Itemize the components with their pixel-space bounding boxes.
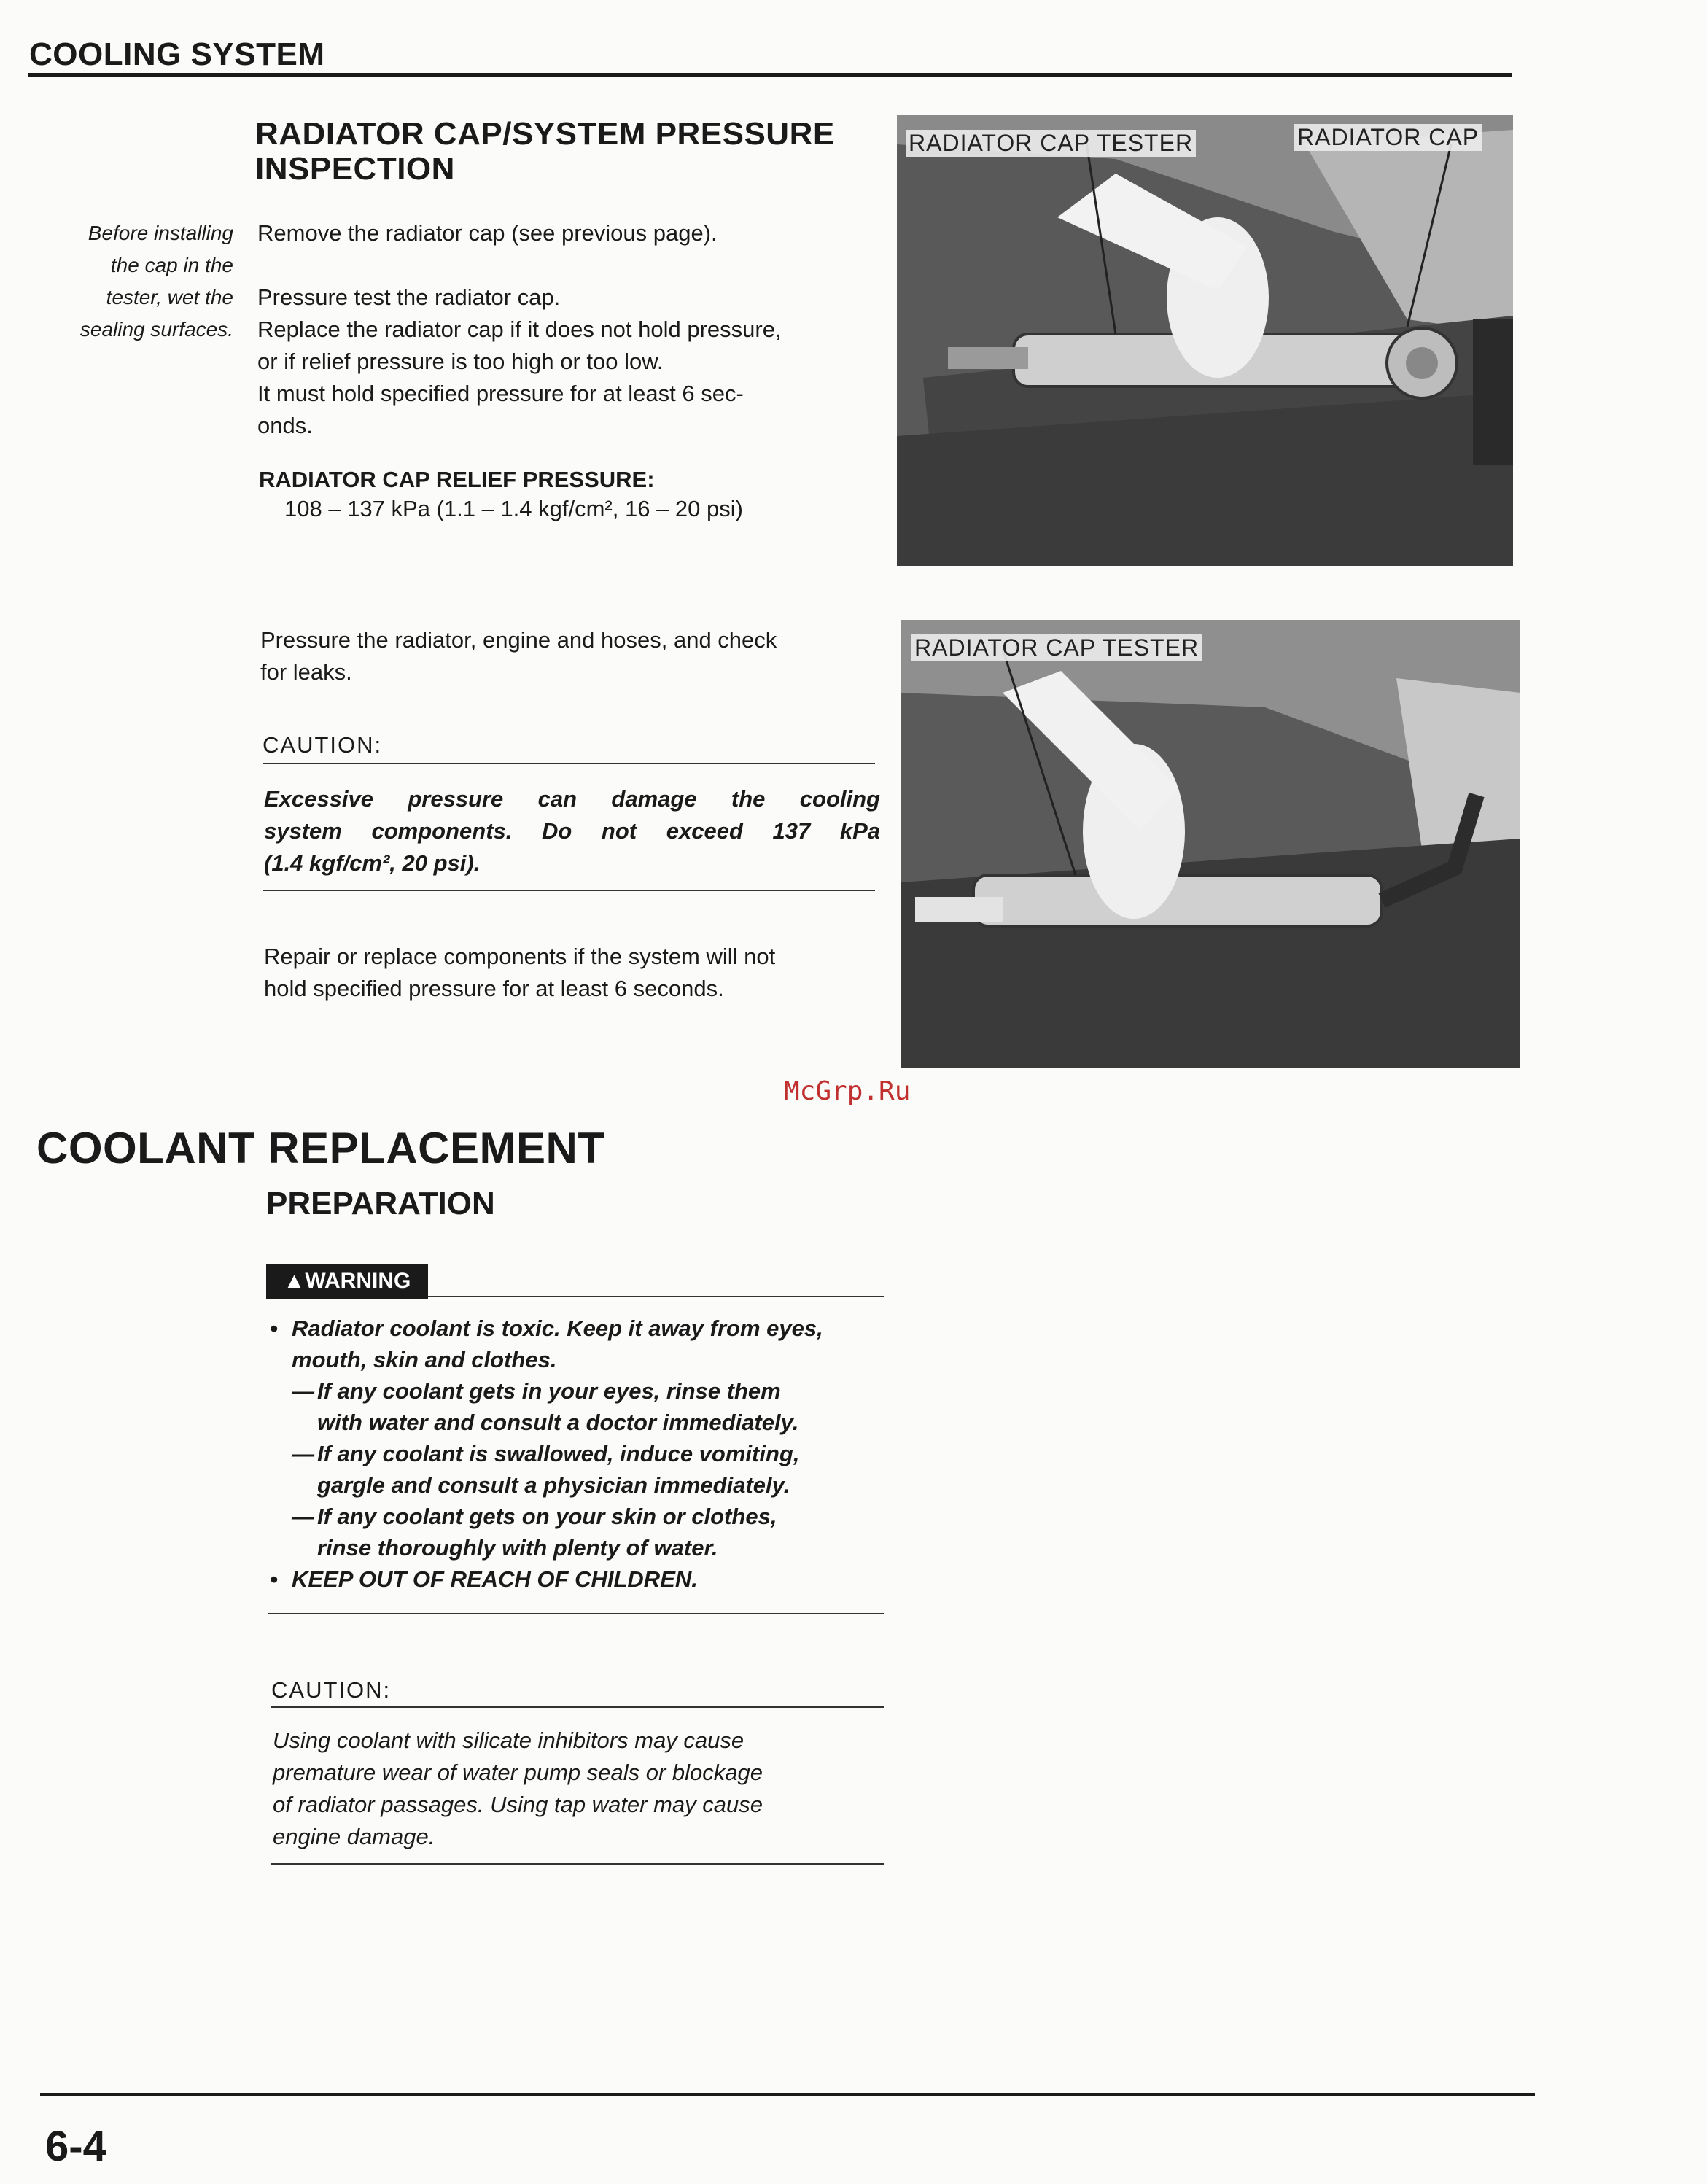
side-note-line: sealing surfaces.	[79, 318, 233, 341]
caution-line: Excessive pressure can damage the cooling	[264, 786, 880, 812]
callout-radiator-cap-tester: RADIATOR CAP TESTER	[911, 634, 1202, 661]
photo-illustration	[897, 115, 1513, 566]
dash: —	[292, 1378, 314, 1404]
bullet: •	[270, 1566, 278, 1592]
warning-line: Radiator coolant is toxic. Keep it away from eyes,	[292, 1316, 823, 1341]
side-note	[36, 217, 233, 346]
inspection-title-line2: INSPECTION	[255, 151, 455, 187]
warning-item	[270, 1313, 890, 1375]
header-rule	[28, 73, 1512, 77]
pressure-line: Pressure the radiator, engine and hoses, and check	[260, 627, 777, 653]
warning-line: KEEP OUT OF REACH OF CHILDREN.	[292, 1566, 698, 1592]
inspection-body	[257, 217, 884, 442]
paragraph: Remove the radiator cap (see previous page).	[257, 220, 718, 246]
warning-subitem	[270, 1375, 890, 1438]
page-number: 6-4	[45, 2123, 106, 2170]
spec-block	[259, 467, 886, 525]
warning-line: If any coolant gets in your eyes, rinse them	[317, 1378, 781, 1404]
photo-system-pressure-test	[901, 620, 1520, 1068]
footer-rule	[40, 2093, 1535, 2096]
warning-rule	[428, 1296, 884, 1297]
warning-bottom-rule	[268, 1613, 884, 1614]
warning-list	[270, 1313, 890, 1595]
caution-label-2: CAUTION:	[271, 1677, 392, 1703]
warning-line: mouth, skin and clothes.	[292, 1347, 557, 1372]
warning-badge: ▲WARNING	[266, 1264, 428, 1299]
caution-label: CAUTION:	[263, 732, 383, 758]
paragraph: It must hold specified pressure for at least 6 sec-	[257, 381, 744, 406]
watermark: McGrp.Ru	[784, 1076, 911, 1106]
warning-line: If any coolant is swallowed, induce vomiting,	[317, 1441, 800, 1466]
preparation-subtitle: PREPARATION	[266, 1186, 495, 1221]
warning-line: If any coolant gets on your skin or clothes,	[317, 1504, 777, 1529]
side-note-line: the cap in the	[110, 254, 233, 276]
inspection-title	[255, 117, 835, 187]
warning-item	[270, 1563, 890, 1595]
warning-line: with water and consult a doctor immediately.	[317, 1410, 799, 1435]
repair-line: Repair or replace components if the system will not	[264, 944, 776, 969]
inspection-title-line1: RADIATOR CAP/SYSTEM PRESSURE	[255, 116, 835, 152]
caution-text	[264, 783, 880, 847]
caution-rule-2-bottom	[271, 1863, 884, 1865]
caution-rule	[263, 890, 875, 891]
caution-text-2	[273, 1725, 889, 1853]
pressure-line: for leaks.	[260, 659, 352, 685]
bullet: •	[270, 1316, 278, 1341]
dash: —	[292, 1441, 314, 1466]
callout-radiator-cap-tester: RADIATOR CAP TESTER	[906, 130, 1196, 157]
caution-line: engine damage.	[273, 1824, 435, 1849]
pressure-text	[260, 624, 887, 688]
coolant-replacement-title: COOLANT REPLACEMENT	[36, 1124, 605, 1173]
caution-line: of radiator passages. Using tap water may cause	[273, 1792, 763, 1817]
photo-illustration	[901, 620, 1520, 1068]
paragraph: onds.	[257, 413, 313, 438]
section-header: COOLING SYSTEM	[29, 36, 325, 72]
warning-line: gargle and consult a physician immediately.	[317, 1472, 790, 1498]
caution-rule-2	[271, 1706, 884, 1708]
repair-line: hold specified pressure for at least 6 seconds.	[264, 976, 724, 1001]
spec-value: 108 – 137 kPa (1.1 – 1.4 kgf/cm², 16 – 20 psi)	[284, 496, 743, 521]
caution-line: system components. Do not exceed 137 kPa	[264, 818, 880, 844]
caution-line: Using coolant with silicate inhibitors may cause	[273, 1728, 744, 1753]
photo-radiator-cap-test	[897, 115, 1513, 566]
paragraph: Pressure test the radiator cap.	[257, 284, 561, 310]
spec-label: RADIATOR CAP RELIEF PRESSURE:	[259, 467, 655, 492]
paragraph: or if relief pressure is too high or too low.	[257, 349, 664, 374]
warning-line: rinse thoroughly with plenty of water.	[317, 1535, 718, 1561]
paragraph: Replace the radiator cap if it does not hold pressure,	[257, 316, 782, 342]
callout-radiator-cap: RADIATOR CAP	[1294, 124, 1482, 151]
caution-line: premature wear of water pump seals or blockage	[273, 1760, 763, 1785]
dash: —	[292, 1504, 314, 1529]
side-note-line: tester, wet the	[106, 286, 233, 308]
repair-text	[264, 941, 891, 1005]
side-note-line: Before installing	[88, 222, 233, 244]
caution-rule	[263, 763, 875, 764]
warning-subitem	[270, 1438, 890, 1501]
warning-subitem	[270, 1501, 890, 1563]
caution-text-last: (1.4 kgf/cm², 20 psi).	[264, 850, 481, 876]
